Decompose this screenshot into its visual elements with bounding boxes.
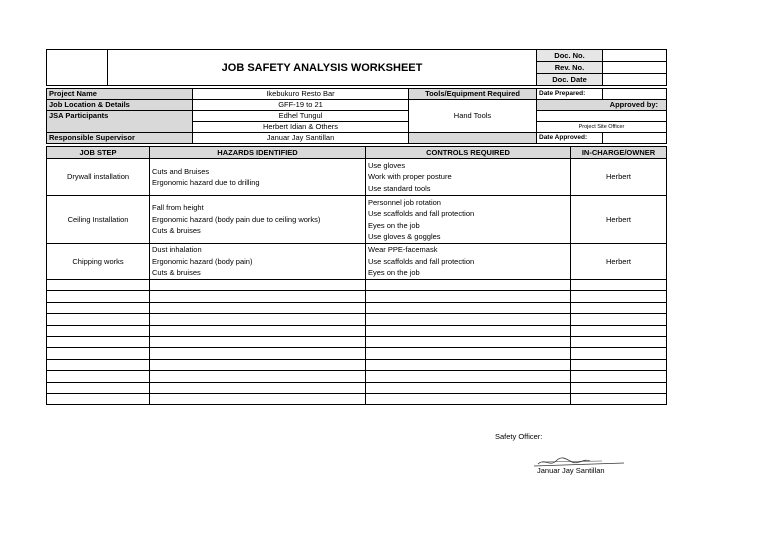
hazard-item: Cuts & bruises: [152, 268, 201, 277]
empty-row: [47, 302, 667, 313]
owner-cell: Herbert: [571, 159, 667, 196]
job-step-cell: Drywall installation: [47, 159, 150, 196]
rev-no-value: [603, 62, 667, 74]
supervisor-label: Responsible Supervisor: [47, 133, 193, 144]
tools-value: Hand Tools: [409, 100, 537, 133]
owner-cell: Herbert: [571, 196, 667, 244]
doc-no-label: Doc. No.: [537, 50, 603, 62]
participants-value-1: Edhel Tungul: [193, 111, 409, 122]
hazard-item: Ergonomic hazard (body pain due to ceiling works): [152, 214, 321, 224]
approved-by-label: Approved by:: [537, 100, 667, 111]
control-item: Use standard tools: [368, 183, 431, 193]
project-name-value: Ikebukuro Resto Bar: [193, 89, 409, 100]
tools-label: Tools/Equipment Required: [409, 89, 537, 100]
date-approved-value: [603, 133, 667, 144]
page-title: JOB SAFETY ANALYSIS WORKSHEET: [108, 50, 537, 86]
participants-value-2: Herbert Idian & Others: [193, 122, 409, 133]
steps-table: [46, 146, 667, 405]
rev-no-label: Rev. No.: [537, 62, 603, 74]
doc-date-label: Doc. Date: [537, 74, 603, 86]
participants-label: JSA Participants: [47, 111, 193, 133]
control-item: Eyes on the job: [368, 220, 420, 230]
info-table: [46, 88, 667, 144]
controls-cell: [366, 159, 571, 196]
table-row: [47, 159, 667, 196]
logo-cell: [47, 50, 108, 86]
control-item: Use scaffolds and fall protection: [368, 209, 475, 218]
control-item: Personnel job rotation: [368, 197, 441, 207]
empty-row: [47, 393, 667, 404]
hazards-cell: [150, 244, 366, 280]
hazard-item: Ergonomic hazard (body pain): [152, 256, 253, 266]
approver-signature: [537, 111, 667, 122]
empty-row: [47, 359, 667, 370]
empty-row: [47, 371, 667, 382]
col-controls: CONTROLS REQUIRED: [366, 147, 571, 159]
col-hazards: HAZARDS IDENTIFIED: [150, 147, 366, 159]
control-item: Eyes on the job: [368, 268, 420, 277]
owner-cell: Herbert: [571, 244, 667, 280]
hazards-cell: [150, 159, 366, 196]
date-prepared-label: Date Prepared:: [537, 89, 603, 100]
jsa-worksheet: [46, 49, 666, 405]
hazard-item: Fall from height: [152, 203, 204, 213]
col-owner: IN-CHARGE/OWNER: [571, 147, 667, 159]
control-item: Use gloves: [368, 160, 406, 170]
col-job-step: JOB STEP: [47, 147, 150, 159]
hazard-item: Cuts & bruises: [152, 226, 201, 236]
doc-no-value: [603, 50, 667, 62]
job-location-label: Job Location & Details: [47, 100, 193, 111]
supervisor-blank: [409, 133, 537, 144]
header-table: [46, 49, 667, 86]
doc-date-value: [603, 74, 667, 86]
empty-row: [47, 280, 667, 291]
empty-row: [47, 325, 667, 336]
controls-cell: [366, 196, 571, 244]
hazard-item: Cuts and Bruises: [152, 166, 210, 176]
supervisor-value: Januar Jay Santillan: [193, 133, 409, 144]
hazard-item: Dust inhalation: [152, 245, 202, 254]
job-step-cell: Ceiling Installation: [47, 196, 150, 244]
controls-cell: [366, 244, 571, 280]
hazard-item: Ergonomic hazard due to drilling: [152, 178, 260, 187]
empty-row: [47, 291, 667, 302]
approver-title: Project Site Officer: [537, 122, 667, 133]
control-item: Work with proper posture: [368, 172, 452, 182]
date-approved-label: Date Approved:: [537, 133, 603, 144]
empty-row: [47, 382, 667, 393]
hazards-cell: [150, 196, 366, 244]
empty-row: [47, 314, 667, 325]
empty-row: [47, 348, 667, 359]
control-item: Use scaffolds and fall protection: [368, 256, 475, 266]
empty-row: [47, 336, 667, 347]
table-row: [47, 196, 667, 244]
signatory-name: Januar Jay Santillan: [537, 466, 605, 475]
job-location-value: GFF-19 to 21: [193, 100, 409, 111]
job-step-cell: Chipping works: [47, 244, 150, 280]
control-item: Use gloves & goggles: [368, 232, 441, 241]
control-item: Wear PPE-facemask: [368, 245, 438, 254]
date-prepared-value: [603, 89, 667, 100]
project-name-label: Project Name: [47, 89, 193, 100]
safety-officer-label: Safety Officer:: [495, 432, 543, 441]
table-row: [47, 244, 667, 280]
